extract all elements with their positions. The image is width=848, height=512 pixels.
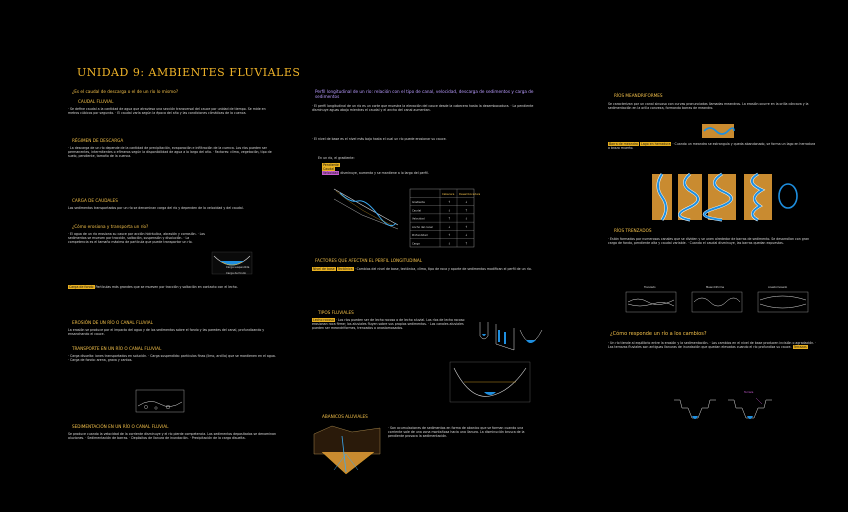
highlight-velocidad: Velocidad [323, 171, 339, 176]
text-trenzados: · Están formados por numerosos canales que se dividen y se unen alrededor de barras de sedimento. Se desarrollan con gran carga de fondo, pendiente alta y caudal variable. · Cuando el caudal disminuye, las barras quedan expuestas. [608, 237, 810, 246]
heading-factores: FACTORES QUE AFECTAN EL PERFIL LONGITUDINAL [315, 258, 423, 263]
heading-tipos: TIPOS FLUVIALES [318, 310, 354, 315]
table-arrow-icon: ↑ [465, 208, 468, 213]
text-regimen: · La descarga de un río depende de la cantidad de precipitación, evaporación e infiltración de la cuenca. Los ríos pueden ser permanentes, intermitentes o efímeros según la disponibilidad de agua a lo largo del año. · Factores: clima, vegetación, tipo de suelo, pendiente, tamaño de la cuenca. [68, 146, 272, 159]
meander-panel-1 [652, 174, 672, 220]
table-row-label: Gradiente [412, 201, 425, 205]
table-arrow-icon: ↓ [448, 224, 451, 229]
gradient-list [322, 163, 542, 175]
page-title: UNIDAD 9: AMBIENTES FLUVIALES [77, 66, 301, 79]
question-1: ¿Es el caudal de descarga o el de un río lo mismo? [72, 89, 179, 94]
highlight-lecho-rocoso: Lecho rocoso [313, 318, 334, 322]
gradient-list-body: disminuye, aumenta y se mantiene a lo largo del perfil. [340, 171, 429, 176]
table-arrow-icon: ↓ [465, 216, 468, 221]
table-arrow-icon: ↓ [448, 241, 451, 246]
question-3: Perfil longitudinal de un río: relación con el tipo de canal, velocidad, descarga de sedimentos y carga de sedimentos [315, 89, 534, 99]
table-header-cell: Desembocadura [459, 192, 481, 196]
panel-bg [744, 174, 772, 220]
table-row-label: Velocidad [412, 217, 425, 221]
terrace-profile [674, 400, 716, 418]
text-carga: Los sedimentos transportados por un río se denominan carga del río y dependen de la velocidad y del caudal. [68, 206, 244, 210]
highlight-barra-meandro: Barra de meandro [609, 142, 638, 146]
text-perfil: · El perfil longitudinal de un río es un corte que muestra la elevación del cauce desde la cabecera hasta la desembocadura. · La pendiente disminuye aguas abajo mientras el caudal y el ancho del canal aumentan. [312, 104, 534, 113]
heading-erosion: EROSIÓN DE UN RÍO O CANAL FLUVIAL [72, 320, 153, 325]
pattern-channels [694, 298, 740, 306]
oxbow-ring [779, 184, 797, 208]
pattern-anastomosado [758, 292, 808, 312]
text-abanicos: · Son acumulaciones de sedimentos en forma de abanico que se forman cuando una corriente sale de una zona montañosa hacia una llanura. La disminución brusca de la pendiente provoca la sedimentación. [388, 426, 525, 439]
meander-map [702, 124, 734, 138]
table-arrow-icon: ↓ [448, 208, 451, 213]
fan-body [322, 452, 374, 474]
profile-sediment-line [336, 191, 392, 225]
table-row-label: Caudal [412, 209, 422, 213]
table-arrow-icon: ↑ [465, 241, 468, 246]
valley-cross-section [450, 362, 530, 402]
pattern-frame [692, 292, 742, 312]
text-factores-body: · Cambios del nivel de base, tectónica, clima, tipo de roca y aporte de sedimentos modifican el perfil de un río. [354, 267, 532, 271]
heading-meandriformes: RÍOS MEANDRIFORMES [614, 93, 663, 98]
water [692, 416, 698, 419]
highlight-caudal: Caudal [323, 167, 335, 172]
pattern-trenzado [626, 292, 676, 312]
table-rows [410, 192, 481, 246]
label-terraza: Terraza [744, 391, 754, 394]
transport-flow-line [138, 401, 182, 406]
text-sedimentacion: Se produce cuando la velocidad de la corriente disminuye y el río pierde competencia. Los sedimentos depositados se denominan aluviones. · Sedimentación de barras. · Depósitos de llanura de inundación. · Precipitación de la carga disuelta. [68, 432, 277, 441]
table-arrow-icon: ↑ [465, 224, 468, 229]
oxbow-lake [779, 184, 797, 208]
heading-transporte: TRANSPORTE EN UN RÍO O CANAL FLUVIAL [72, 346, 162, 351]
pebble [166, 405, 170, 409]
pattern-meandriforme [692, 292, 742, 312]
table-arrow-icon: ↓ [465, 200, 468, 205]
highlight-pendiente: Pendiente [323, 163, 339, 167]
highlight-terrazas: Terrazas [793, 345, 807, 350]
terrace-profile [728, 400, 772, 418]
alluvial-fan-sketch [312, 424, 382, 476]
text-tipos [312, 318, 472, 330]
table-arrow-icon: ↑ [448, 216, 451, 221]
table-arrow-icon: ↓ [465, 233, 468, 238]
pebble [144, 405, 147, 408]
table-arrow-icon: ↑ [448, 200, 451, 205]
table-arrow-icon: ↑ [448, 233, 451, 238]
water [482, 334, 486, 336]
meander-panel-4 [744, 174, 772, 220]
text-erosion: · El agua de un río erosiona su cauce por acción hidráulica, abrasión y corrosión. · Los sedimentos se mueven por tracción, saltación, suspensión y disolución. · La competencia es el tamaño máximo de partícula que puede transportar un río. [68, 232, 205, 245]
question-2: ¿Cómo erosiona y transporta un río? [72, 224, 149, 229]
pattern-channels [760, 296, 806, 308]
profile-slope [334, 189, 398, 225]
text-fondo-body: Partículas más grandes que se mueven por tracción y saltación en contacto con el lecho. [95, 285, 238, 289]
heading-trenzados: RÍOS TRENZADOS [614, 228, 652, 233]
table-intro: En un río, el gradiente: [318, 156, 355, 160]
terrace-pointer [756, 398, 762, 404]
question-4: ¿Cómo responde un río a los cambios? [610, 331, 707, 337]
label-meandriforme: Meandriforme [706, 286, 725, 289]
text-transporte: · Carga disuelta: iones transportados en solución. · Carga suspendida: partículas finas (limo, arcilla) que se mantienen en el agua. · Carga de fondo: arena, grava y cantos. [68, 354, 276, 363]
meander-map-bg [702, 124, 734, 138]
pattern-frame [626, 292, 676, 312]
heading-abanicos: ABANICOS ALUVIALES [322, 414, 368, 419]
profile-table [410, 189, 481, 247]
river-path [340, 193, 396, 226]
pattern-frame [758, 292, 808, 312]
highlight-carga-fondo: Carga de fondo [69, 285, 94, 289]
terrace-sketch-1 [672, 396, 718, 424]
table-row-label: Carga [412, 242, 420, 246]
meander-evolution [652, 174, 802, 220]
table-row-label: Profundidad [412, 234, 428, 238]
highlight-tectonica: Tectónica [337, 267, 353, 271]
label-trenzado: Trenzado [644, 286, 656, 289]
water [526, 340, 536, 343]
heading-carga: CARGA DE CAUDALES [72, 198, 118, 203]
text-meandriformes-2 [608, 142, 818, 150]
text-cambios-body: · Un río tiende al equilibrio entre la erosión y la sedimentación. · Los cambios en el nivel de base producen incisión o agradación. · Las terrazas fluviales son antiguas llanuras de inundación que quedan elevadas cuando el río profundiza su cauce. [608, 341, 817, 350]
legend-fondo: Carga de fondo [226, 272, 246, 275]
text-nivel-base: · El nivel de base es el nivel más bajo hasta el cual un río puede erosionar su cauce. [312, 137, 447, 141]
text-tipos-body: · Los ríos pueden ser de lecho rocoso o de lecho aluvial. Los ríos de lecho rocoso erosionan roca firme; los aluviales fluyen sobre sus propios sedimentos. · Los canales aluviales pueden ser meandriformes, trenzados o anastomosados. [312, 318, 465, 331]
channel-narrow [480, 322, 488, 339]
table-row-label: Ancho del canal [412, 225, 433, 229]
meander-panel-3 [704, 174, 736, 220]
text-cambios [608, 341, 820, 349]
highlight-lago-herradura: Lago en herradura [640, 142, 671, 146]
river-patterns [626, 288, 816, 314]
text-factores [312, 267, 544, 271]
text-meandriformes: Se caracterizan por un canal sinuoso con curvas pronunciadas llamadas meandros. La erosión ocurre en la orilla cóncava y la sedimentación en la orilla convexa, formando barras de meandro. [608, 102, 809, 111]
mountain-block [314, 426, 380, 454]
terrace-sketch-2 [726, 396, 774, 424]
table-header-cell: Cabecera [442, 192, 455, 196]
heading-sedimentacion: SEDIMENTACIÓN EN UN RÍO O CANAL FLUVIAL [72, 424, 169, 429]
transport-sketch [136, 390, 184, 412]
text-fondo [68, 285, 276, 289]
water [747, 416, 753, 419]
pebble [155, 407, 157, 409]
channel-types-sketch [478, 320, 544, 356]
label-anastomosado: Anastomosado [768, 286, 788, 289]
text-meandriformes-2-body: · Cuando un meandro se estrangula y queda abandonado, se forma un lago en herradura o brazo muerto. [608, 142, 816, 151]
text-erosion2: La erosión se produce por el impacto del agua y de los sedimentos sobre el fondo y las paredes del canal, profundizando y ensanchando el cauce. [68, 328, 265, 337]
transport-sketch-frame [136, 390, 184, 412]
heading-regimen: RÉGIMEN DE DESCARGA [72, 138, 124, 143]
water [484, 392, 496, 395]
pattern-channels [628, 299, 674, 306]
legend-suspendida: Carga suspendida [226, 266, 250, 269]
text-caudal: · Se define caudal a la cantidad de agua que atraviesa una sección transversal del cauce por unidad de tiempo. Se mide en metros cúbicos por segundo. · El caudal varía según la época del año y las condiciones climáticas de la cuenca. [68, 107, 266, 116]
heading-caudal: CAUDAL FLUVIAL [78, 99, 114, 104]
longitudinal-profile-sketch [332, 185, 402, 230]
highlight-nivel-base: Nivel de base [313, 267, 335, 271]
meander-panel-2 [678, 174, 702, 220]
channel-diagram [212, 252, 252, 274]
